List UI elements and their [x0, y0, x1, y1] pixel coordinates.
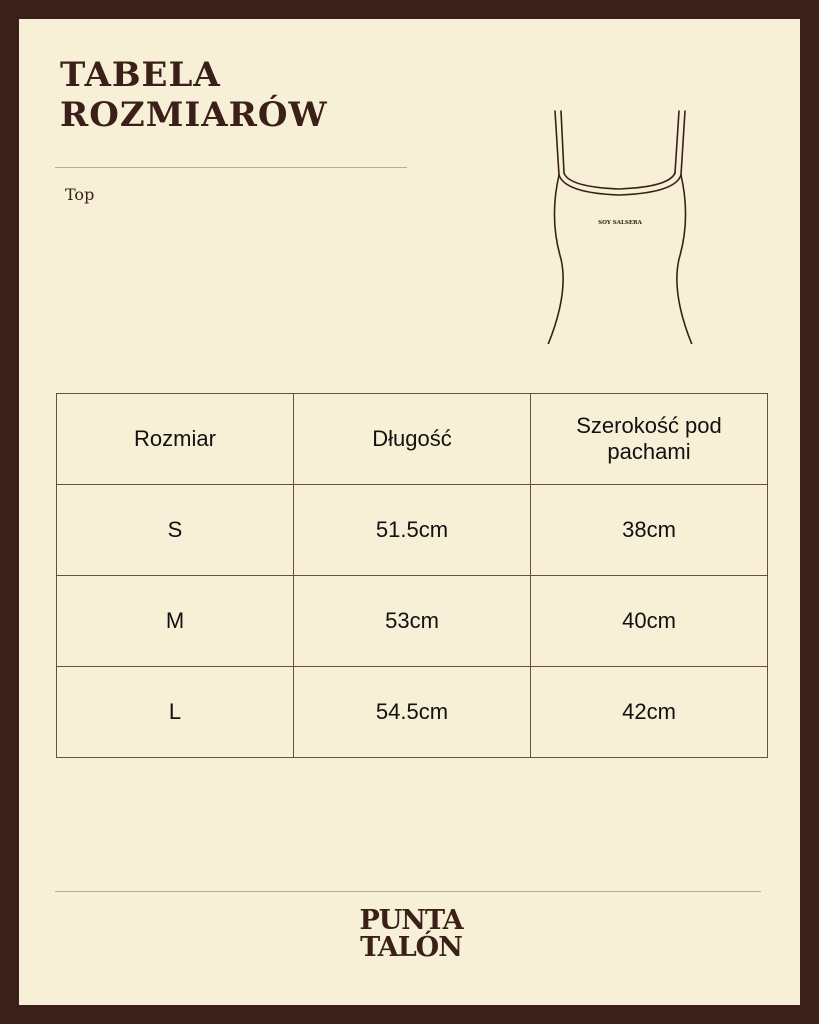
- page-frame: [19, 19, 800, 1005]
- header-divider: [55, 167, 407, 168]
- brand-logo-line-2: TALÓN: [360, 932, 462, 963]
- footer-divider: [55, 891, 761, 892]
- cell-length: 54.5cm: [294, 667, 531, 758]
- column-header-width-text: Szerokość pod pachami: [576, 413, 722, 464]
- garment-print-text: SOY SALSERA: [598, 220, 642, 226]
- cell-width: 40cm: [531, 576, 768, 667]
- title-line-2: ROZMIARÓW: [60, 95, 328, 135]
- cell-length: 53cm: [294, 576, 531, 667]
- cell-size: M: [57, 576, 294, 667]
- cell-size: S: [57, 485, 294, 576]
- column-header-length: Długość: [294, 394, 531, 485]
- column-header-size: Rozmiar: [57, 394, 294, 485]
- camisole-top-illustration: [541, 109, 701, 344]
- table-row: [57, 485, 768, 576]
- cell-length: 51.5cm: [294, 485, 531, 576]
- brand-logo: [351, 907, 471, 961]
- page-title: [60, 55, 328, 135]
- product-type-label: Top: [65, 185, 95, 204]
- title-line-1: TABELA: [60, 55, 221, 95]
- column-header-width: [531, 394, 768, 485]
- table-header-row: [57, 394, 768, 485]
- cell-size: L: [57, 667, 294, 758]
- table-row: [57, 667, 768, 758]
- size-table: [56, 393, 768, 758]
- table-row: [57, 576, 768, 667]
- brand-logo-line-1: PUNTA: [359, 905, 463, 936]
- cell-width: 42cm: [531, 667, 768, 758]
- cell-width: 38cm: [531, 485, 768, 576]
